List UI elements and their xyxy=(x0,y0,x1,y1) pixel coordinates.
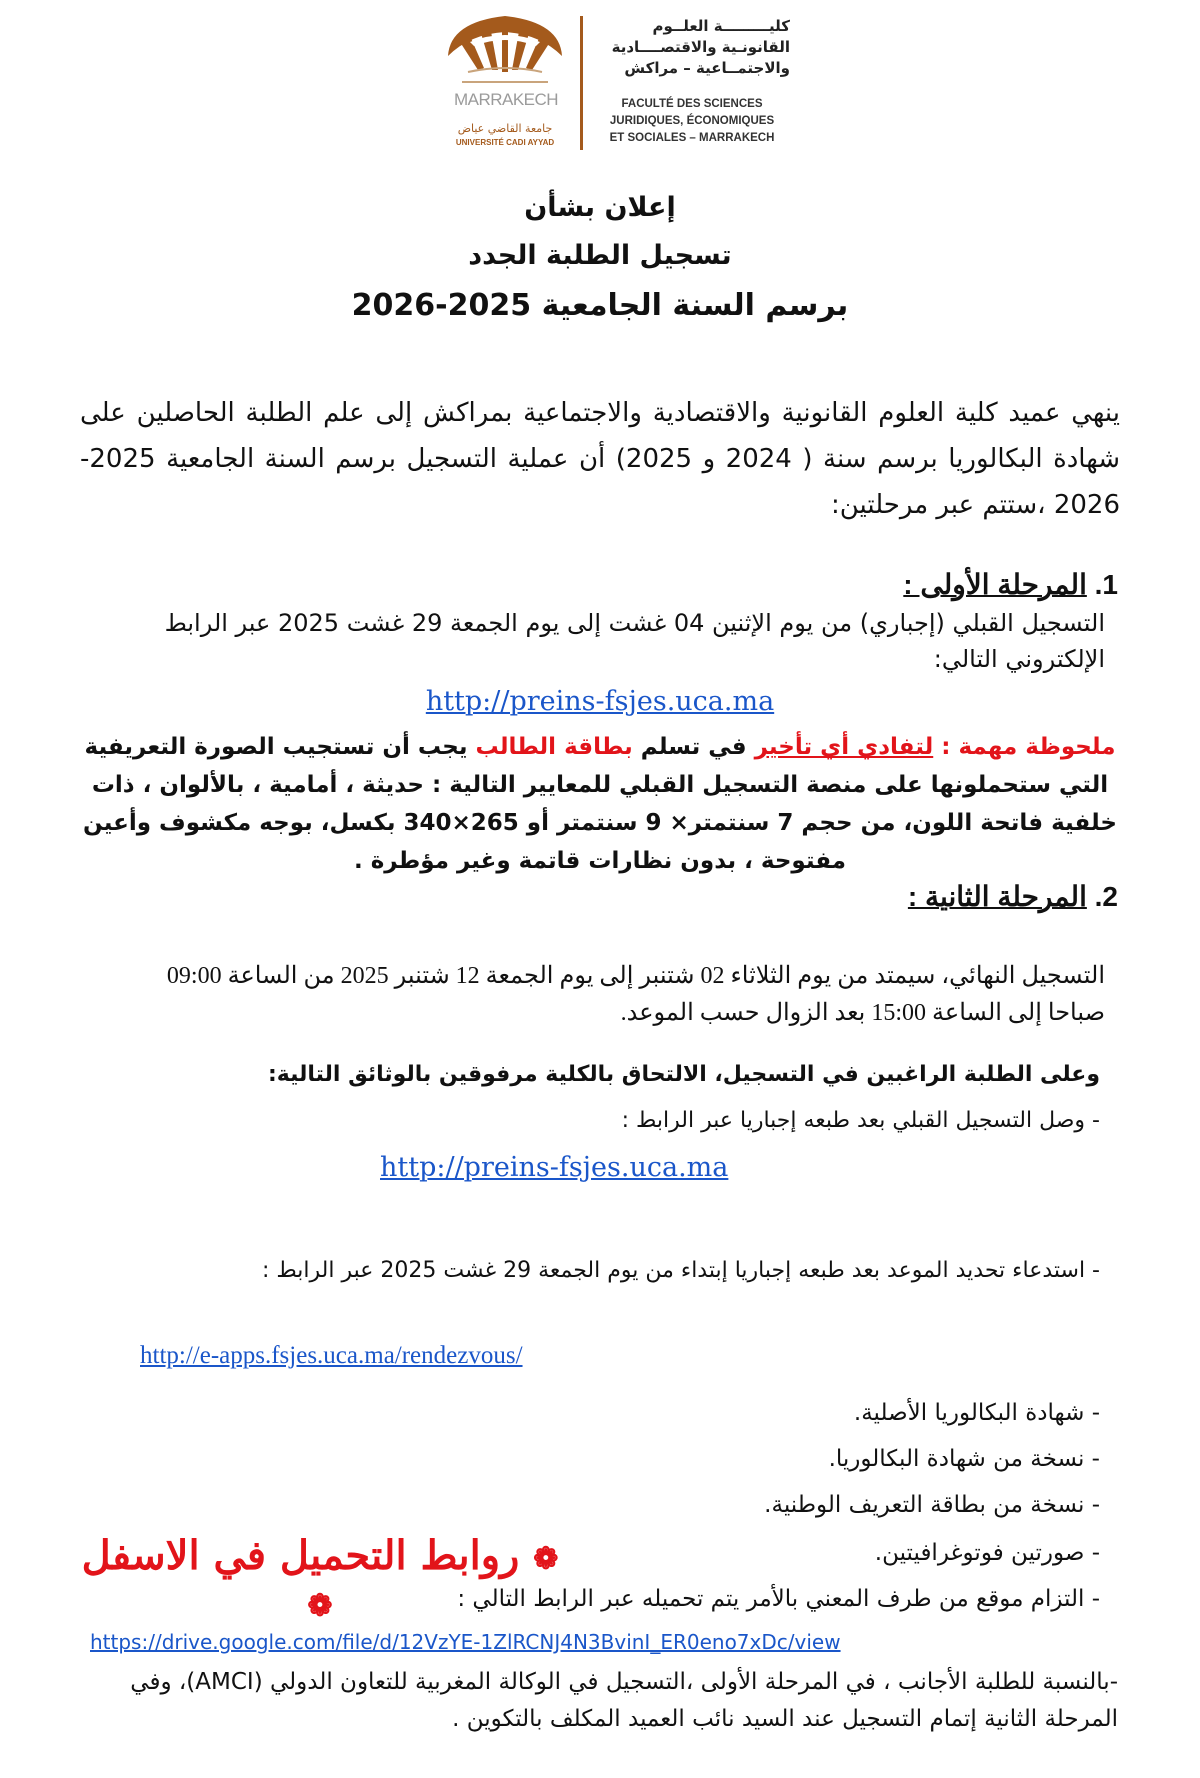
ornament-icon: ❁ xyxy=(533,1541,559,1577)
document-item: - استدعاء تحديد الموعد بعد طبعه إجباريا إبتداء من يوم الجمعة 29 غشت 2025 عبر الرابط : xyxy=(261,1258,1100,1283)
document-item: - التزام موقع من طرف المعني بالأمر يتم تحميله عبر الرابط التالي : xyxy=(457,1586,1100,1612)
faculty-logo xyxy=(440,12,800,152)
phase-2-text: التسجيل النهائي، سيمتد من يوم الثلاثاء 02 شتنبر إلى يوم الجمعة 12 شتنبر 2025 من الساعة 09:00 صباحا إلى الساعة 15:00 بعد الزوال حسب الموعد. xyxy=(166,963,1105,1026)
note-highlight-card: بطاقة الطالب xyxy=(475,734,633,760)
download-banner-text: روابط التحميل في الاسفل xyxy=(81,1532,520,1579)
faculty-name-fr xyxy=(588,96,796,147)
intro-paragraph: ينهي عميد كلية العلوم القانونية والاقتصادية والاجتماعية بمراكش إلى علم الطلبة الحاصلين على شهادة البكالوريا برسم سنة ( 2024 و 2025) أن عملية التسجيل برسم السنة الجامعية 2025-2026 ،ستتم عبر مرحلتين: xyxy=(80,398,1120,520)
faculty-fr-line: JURIDIQUES, ÉCONOMIQUES xyxy=(609,115,775,127)
academic-year-title: برسم السنة الجامعية 2025-2026 xyxy=(351,288,849,323)
note-label: ملحوظة مهمة : xyxy=(941,734,1116,760)
commitment-form-link[interactable]: https://drive.google.com/file/d/12VzYE-1ZlRCNJ4N3BvinI_ER0eno7xDc/view xyxy=(90,1630,841,1654)
foreign-students-note: -بالنسبة للطلبة الأجانب ، في المرحلة الأولى ،التسجيل في الوكالة المغربية للتعاون الدولي (AMCI)، وفي المرحلة الثانية إتمام التسجيل عند السيد نائب العميد المكلف بالتكوين . xyxy=(130,1669,1118,1732)
faculty-fr-line: ET SOCIALES – MARRAKECH xyxy=(609,132,775,144)
logo-university-fr: UNIVERSITÉ CADI AYYAD xyxy=(455,138,555,147)
preinscription-receipt-link[interactable]: http://preins-fsjes.uca.ma xyxy=(380,1152,729,1183)
documents-intro: وعلى الطلبة الراغبين في التسجيل، الالتحاق بالكلية مرفوقين بالوثائق التالية: xyxy=(267,1062,1100,1087)
faculty-name-ar xyxy=(590,16,790,79)
note-text: في تسلم xyxy=(640,734,747,760)
document-item: - صورتين فوتوغرافيتين. xyxy=(874,1540,1100,1566)
phase-1-label: المرحلة الأولى : xyxy=(903,569,1087,600)
logo-university-ar: جامعة القاضي عياض xyxy=(457,122,553,135)
logo-city-text: MARRAKECH xyxy=(453,90,559,109)
phase-1-number: 1. xyxy=(1094,569,1118,600)
document-item: - شهادة البكالوريا الأصلية. xyxy=(853,1400,1100,1426)
document-item: - نسخة من بطاقة التعريف الوطنية. xyxy=(764,1492,1100,1518)
ornament-icon: ❁ xyxy=(307,1588,333,1624)
document-item: - نسخة من شهادة البكالوريا. xyxy=(828,1446,1100,1472)
announcement-subtitle: تسجيل الطلبة الجدد xyxy=(468,240,732,271)
faculty-fr-line: FACULTÉ DES SCIENCES xyxy=(621,98,763,110)
phase-1-text: التسجيل القبلي (إجباري) من يوم الإثنين 04 غشت إلى يوم الجمعة 29 غشت 2025 عبر الرابط الإلكتروني التالي: xyxy=(164,609,1105,673)
faculty-ar-line: القانونـية والاقتصــــادية xyxy=(611,38,790,56)
phase-2-label: المرحلة الثانية : xyxy=(907,881,1087,912)
phase-2-heading xyxy=(908,880,1118,913)
note-criteria: يجب أن تستجيب الصورة التعريفية التي ستحملونها على منصة التسجيل القبلي للمعايير التالية : حديثة ، أمامية ، بالألوان ، ذات خلفية فاتحة اللون، من حجم 7 سنتمتر× 9 سنتمتر أو 265×340 بكسل، بوجه مكشوف وأعين مفتوحة ، بدون نظارات قاتمة وغير مؤطرة . xyxy=(83,734,1117,874)
faculty-ar-line: والاجتمــاعية – مراكش xyxy=(624,59,790,77)
faculty-ar-line: كليـــــــــة العلــوم xyxy=(652,17,790,35)
announcement-title: إعلان بشأن xyxy=(524,192,676,223)
phase-1-heading xyxy=(903,568,1118,601)
document-item: - وصل التسجيل القبلي بعد طبعه إجباريا عبر الرابط : xyxy=(621,1108,1100,1133)
logo-divider xyxy=(580,16,583,150)
phase-2-number: 2. xyxy=(1094,881,1118,912)
note-highlight-delay: لتفادي أي تأخير xyxy=(754,734,934,760)
preinscription-link-container xyxy=(0,686,1200,717)
important-note xyxy=(80,728,1120,880)
preinscription-link[interactable]: http://preins-fsjes.uca.ma xyxy=(425,686,775,717)
rendezvous-link[interactable]: http://e-apps.fsjes.uca.ma/rendezvous/ xyxy=(140,1342,523,1369)
